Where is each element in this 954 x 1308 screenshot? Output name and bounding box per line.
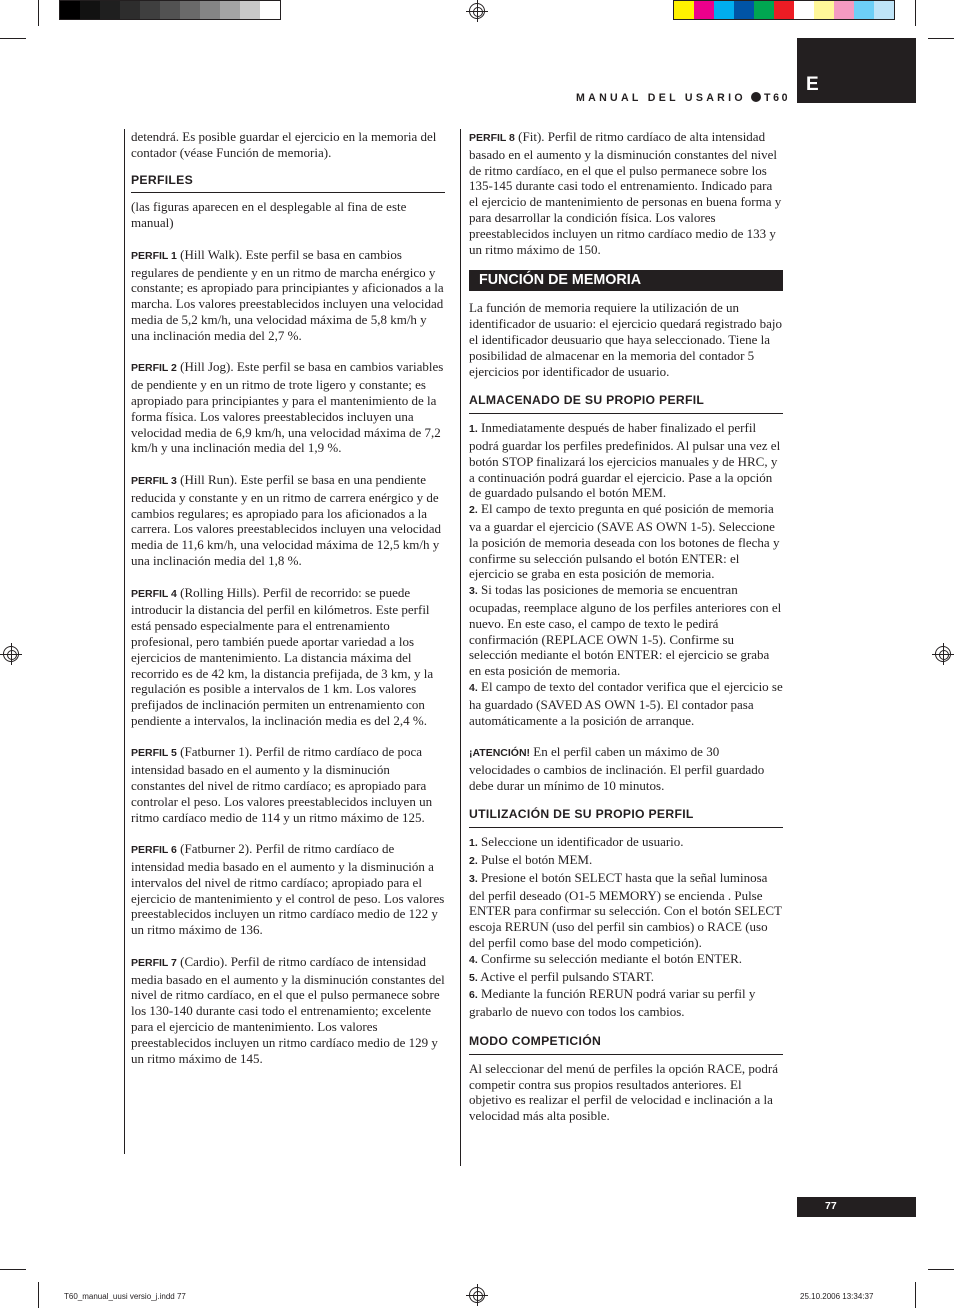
utilizacion-step-4 [469, 951, 783, 969]
step-text: Si todas las posiciones de memoria se encuentran ocupadas, reemplace alguno de los perfiles anteriores con el nuevo. En este caso, el campo de texto le pedirá confirmación (REPLACE OWN 1-5). Confirme su selección mediante el botón ENTER: el ejercicio se graba en esta posición de memoria. [469, 582, 782, 679]
step-number: 4. [469, 681, 478, 694]
profile-tag: PERFIL 5 [131, 747, 177, 760]
step-number: 1. [469, 837, 478, 850]
gray-swatch [220, 1, 240, 19]
profile-8 [469, 129, 783, 257]
step-number: 3. [469, 585, 478, 598]
crop-mark [928, 38, 954, 39]
profile-text: (Cardio). Perfil de ritmo cardíaco de intensidad media basado en el aumento y la disminución constantes del nivel de ritmo cardíaco, en el que el pulso permanece sobre los 130-140 durante casi todo el entrenamiento; excelente para el ejercicio de mantenimiento. Los valores preestablecidos incluyen un ritmo cardíaco medio de 129 y un ritmo máximo de 145. [131, 953, 445, 1066]
competicion-heading: MODO COMPETICIÓN [469, 1034, 783, 1055]
profile-tag: PERFIL 3 [131, 474, 177, 487]
profile-text: (Fit). Perfil de ritmo cardíaco de alta intensidad basado en el aumento y la disminución constantes del nivel de ritmo cardíaco, en el que el pulso permanece sobre los 135-145 durante casi todo el entrenamiento. Indicado para el ejercicio de mantenimiento de personas en buena forma y para desarrollar la condición física. Los valores preestablecidos incluyen un ritmo cardíaco medio de 133 y un ritmo máximo de 150. [469, 129, 782, 257]
step-text: El campo de texto del contador verifica que el ejercicio se ha guardado (SAVED AS OWN 1-5). El contador pasa automáticamente a la posición de arranque. [469, 678, 783, 728]
step-text: Seleccione un identificador de usuario. [477, 834, 684, 850]
perfiles-note: (las figuras aparecen en el desplegable al fina de este manual) [131, 199, 407, 231]
step-text: Presione el botón SELECT hasta que la señal luminosa del perfil deseado (O1-5 MEMORY) se encienda . Pulse ENTER para confirmar su selección. Con el botón SELECT escoja RERUN (uso del perfil sin cambios) o RACE (uso del perfil como base del modo competición). [469, 869, 782, 951]
left-column [131, 129, 445, 1066]
atencion-tag: ¡ATENCIÓN! [469, 747, 531, 760]
step-number: 3. [469, 872, 478, 885]
crop-mark [38, 1282, 39, 1308]
profile-3 [131, 472, 445, 569]
crop-mark [928, 1269, 954, 1270]
color-swatch [794, 1, 814, 19]
utilizacion-heading: UTILIZACIÓN DE SU PROPIO PERFIL [469, 807, 783, 828]
profile-text: (Hill Jog). Este perfil se basa en cambios variables de pendiente y en un ritmo de trote ligero y constante; es apropiado para principiantes y para el mantenimiento de la forma física. Los valores preestablecidos incluyen una velocidad media de 6,9 km/h, una velocidad máxima de 7,2 km/h y una inclinación media del 1,9 %. [131, 359, 444, 456]
atencion-text: En el perfil caben un máximo de 30 velocidades o cambios de inclinación. El perfil guardado debe durar un mínimo de 10 minutos. [469, 744, 765, 793]
registration-mark-left [3, 646, 19, 662]
gray-swatch [160, 1, 180, 19]
language-letter: E [806, 74, 819, 95]
profile-7 [131, 954, 445, 1067]
crop-mark [38, 0, 39, 26]
step-text: Active el perfil pulsando START. [477, 968, 655, 984]
crop-mark [0, 1269, 26, 1270]
gray-swatch [140, 1, 160, 19]
profile-4 [131, 585, 445, 729]
color-swatch [814, 1, 834, 19]
utilizacion-step-3 [469, 870, 783, 951]
profile-text: (Fatburner 1). Perfil de ritmo cardíaco de poca intensidad basado en el aumento y la disminución constantes del nivel de ritmo cardíaco; es apropiado para controlar el peso. Los valores preestablecidos incluyen un ritmo cardíaco medio de 114 y un ritmo máximo de 125. [131, 744, 433, 825]
profile-text: (Hill Run). Este perfil se basa en una pendiente reducida y constante y en un ritmo de carrera enérgico y de cambios regulares; es apropiado para los aficionados a la carrera. Los valores preestablecidos incluyen una velocidad media de 11,6 km/h, una velocidad máxima de 12,5 km/h y una inclinación media del 1,8 %. [131, 471, 442, 568]
competicion-paragraph: Al seleccionar del menú de perfiles la opción RACE, podrá competir contra sus propios resultados anteriores. El objetivo es realizar el perfil de velocidad e inclinación a la velocidad más alta posible. [469, 1060, 779, 1124]
utilizacion-step-5 [469, 969, 783, 987]
process-color-bar [673, 0, 895, 20]
color-swatch [714, 1, 734, 19]
color-swatch [694, 1, 714, 19]
intro-paragraph: detendrá. Es posible guardar el ejercicio en la memoria del contador (véase Función de memoria). [131, 129, 437, 160]
slug-file: T60_manual_uusi versio_j.indd 77 [64, 1292, 186, 1301]
step-text: El campo de texto pregunta en qué posición de memoria va a guardar el ejercicio (SAVE AS OWN 1-5). Seleccione la posición de memoria deseada con los botones de flecha y confirme su selección pulsando el botón ENTER: el ejercicio se graba en esta posición de memoria. [469, 501, 780, 582]
gray-swatch [200, 1, 220, 19]
bullet-dot-icon [751, 92, 761, 102]
step-text: Pulse el botón MEM. [477, 852, 593, 868]
gray-swatch [240, 1, 260, 19]
crop-mark [915, 0, 916, 26]
page-number-box [797, 1197, 916, 1217]
step-number: 5. [469, 971, 478, 984]
profile-tag: PERFIL 2 [131, 362, 177, 375]
profile-6 [131, 841, 445, 938]
step-text: Mediante la función RERUN podrá variar su perfil y grabarlo de nuevo con todos los cambios. [469, 986, 756, 1020]
utilizacion-step-6 [469, 986, 783, 1020]
page-number: 77 [825, 1200, 837, 1212]
step-number: 2. [469, 855, 478, 868]
profile-tag: PERFIL 1 [131, 249, 177, 262]
color-swatch [774, 1, 794, 19]
color-swatch [874, 1, 894, 19]
profile-tag: PERFIL 6 [131, 844, 177, 857]
grayscale-bar [59, 0, 281, 20]
memoria-banner: FUNCIÓN DE MEMORIA [469, 270, 783, 291]
gray-swatch [180, 1, 200, 19]
registration-mark-bottom [469, 1287, 485, 1303]
profile-tag: PERFIL 7 [131, 956, 177, 969]
crop-mark [915, 1282, 916, 1308]
atencion-paragraph [469, 744, 783, 793]
step-number: 2. [469, 504, 478, 517]
registration-mark-top [469, 3, 485, 19]
profile-5 [131, 744, 445, 825]
step-number: 6. [469, 989, 478, 1002]
profile-text: (Rolling Hills). Perfil de recorrido: se puede introducir la distancia del perfil en kilómetros. Este perfil está pensado especialmente para el entrenamiento profesional, pero también puede aportar variedad a los ejercicios de mantenimiento. La distancia máxima del recorrido es de 42 km, la distancia prefijada, de 3 km, y la regulación es posible a intervalos de 1 km. Los valores prefijados de inclinación permiten un entrenamiento con pendiente a intervalos, la inclinación media es del 2,4 %. [131, 584, 434, 728]
gray-swatch [120, 1, 140, 19]
utilizacion-step-1 [469, 834, 783, 852]
utilizacion-step-2 [469, 852, 783, 870]
right-column [469, 129, 783, 1124]
color-swatch [754, 1, 774, 19]
registration-mark-right [935, 646, 951, 662]
manual-label: MANUAL DEL USARIO [576, 92, 746, 104]
language-tab [797, 38, 916, 103]
almacenado-step-1 [469, 420, 783, 501]
almacenado-step-4 [469, 679, 783, 728]
profile-tag: PERFIL 8 [469, 132, 515, 144]
color-swatch [674, 1, 694, 19]
profile-1 [131, 247, 445, 344]
left-column-rule [124, 129, 125, 1154]
profile-tag: PERFIL 4 [131, 587, 177, 600]
gray-swatch [80, 1, 100, 19]
step-number: 4. [469, 953, 478, 966]
almacenado-step-3 [469, 582, 783, 679]
gray-swatch [100, 1, 120, 19]
almacenado-heading: ALMACENADO DE SU PROPIO PERFIL [469, 393, 783, 414]
step-text: Confirme su selección mediante el botón ENTER. [477, 950, 743, 966]
slug-date: 25.10.2006 13:34:37 [800, 1292, 874, 1301]
profile-2 [131, 359, 445, 456]
color-swatch [734, 1, 754, 19]
profile-text: (Fatburner 2). Perfil de ritmo cardíaco de intensidad media basado en el aumento y la disminución a intervalos del nivel de ritmo cardíaco; apropiado para el ejercicio de mantenimiento y el control de peso. Los valores preestablecidos incluyen un ritmo cardíaco medio de 122 y un ritmo máximo de 136. [131, 841, 445, 938]
step-text: Inmediatamente después de haber finalizado el perfil podrá guardar los perfiles predefinidos. Al pulsar una vez el botón STOP finalizará los ejercicios manuales y de HRC, y a continuación podrá guardar el ejercicio. Pase a la opción de guardado pulsando el botón MEM. [469, 420, 781, 501]
memoria-paragraph: La función de memoria requiere la utilización de un identificador de usuario: el ejercicio quedará registrado bajo el identificador deusuario que haya seleccionado. Tiene la posibilidad de almacenar en la memoria del contador 5 ejercicios por identificador de usuario. [469, 300, 782, 379]
crop-mark [0, 38, 26, 39]
almacenado-step-2 [469, 501, 783, 582]
color-swatch [854, 1, 874, 19]
profile-text: (Hill Walk). Este perfil se basa en cambios regulares de pendiente y en un ritmo de marcha enérgico y constante; es apropiado para principiantes y aficionados a la marcha. Los valores preestablecidos incluyen una velocidad media de 5,2 km/h, una velocidad máxima de 5,8 km/h y una inclinación media del 2,7 %. [131, 246, 444, 343]
color-swatch [834, 1, 854, 19]
gray-swatch [260, 1, 280, 19]
step-number: 1. [469, 423, 478, 436]
perfiles-heading: PERFILES [131, 173, 445, 194]
middle-column-rule [460, 129, 461, 1166]
gray-swatch [60, 1, 80, 19]
model-label: T60 [764, 92, 791, 104]
